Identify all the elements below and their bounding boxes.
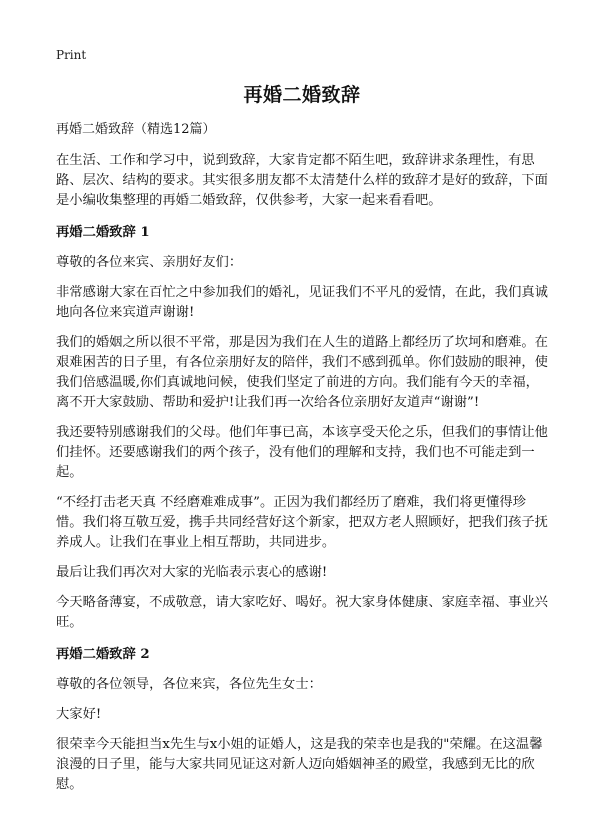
paragraph: 我还要特别感谢我们的父母。他们年事已高，本该享受天伦之乐，但我们的事情让他们挂怀。还要感谢我们的两个孩子，没有他们的理解和支持，我们也不可能走到一起。	[56, 425, 548, 480]
paragraph: 我们的婚姻之所以很不平常，那是因为我们在人生的道路上都经历了坎坷和磨难。在艰难困苦的日子里，有各位亲朋好友的陪伴，我们不感到孤单。你们鼓励的眼神，使我们倍感温暖,你们真诚地问候，使我们坚定了前进的方向。我们能有今天的幸福，离不开大家鼓励、帮助和爱护!让我们再一次给各位亲朋好友道声“谢谢”!	[56, 335, 548, 410]
paragraph: 大家好!	[56, 707, 102, 722]
intro-paragraph: 在生活、工作和学习中，说到致辞，大家肯定都不陌生吧，致辞讲求条理性，有思路、层次、结构的要求。其实很多朋友都不太清楚什么样的致辞才是好的致辞，下面是小编收集整理的再婚二婚致辞，仅供参考，大家一起来看看吧。	[56, 153, 548, 208]
section-heading: 再婚二婚致辞 1	[56, 225, 150, 240]
section-1	[56, 223, 548, 633]
paragraph: 很荣幸今天能担当x先生与x小姐的证婚人，这是我的荣幸也是我的"荣耀。在这温馨浪漫的日子里，能与大家共同见证这对新人迈向婚姻神圣的殿堂，我感到无比的欣慰。	[56, 737, 543, 792]
paragraph: 尊敬的各位领导，各位来宾，各位先生女士：	[56, 677, 322, 692]
section-heading: 再婚二婚致辞 2	[56, 647, 150, 662]
section-2	[56, 645, 548, 795]
paragraph: 尊敬的各位来宾、亲朋好友们：	[56, 255, 243, 270]
page-title: 再婚二婚致辞	[243, 84, 361, 106]
print-link[interactable]: Print	[56, 48, 87, 62]
paragraph: 非常感谢大家在百忙之中参加我们的婚礼，见证我们不平凡的爱情，在此，我们真诚地向各位来宾道声谢谢!	[56, 285, 548, 320]
paragraph: 最后让我们再次对大家的光临表示衷心的感谢!	[56, 565, 328, 580]
paragraph: “不经打击老天真 不经磨难难成事”。正因为我们都经历了磨难，我们将更懂得珍惜。我们将互敬互爱，携手共同经营好这个新家，把双方老人照顾好，把我们孩子抚养成人。让我们在事业上相互帮助，共同进步。	[56, 495, 548, 550]
document-subtitle: 再婚二婚致辞（精选12篇）	[56, 122, 216, 137]
paragraph: 今天略备薄宴，不成敬意，请大家吃好、喝好。祝大家身体健康、家庭幸福、事业兴旺。	[56, 595, 548, 630]
